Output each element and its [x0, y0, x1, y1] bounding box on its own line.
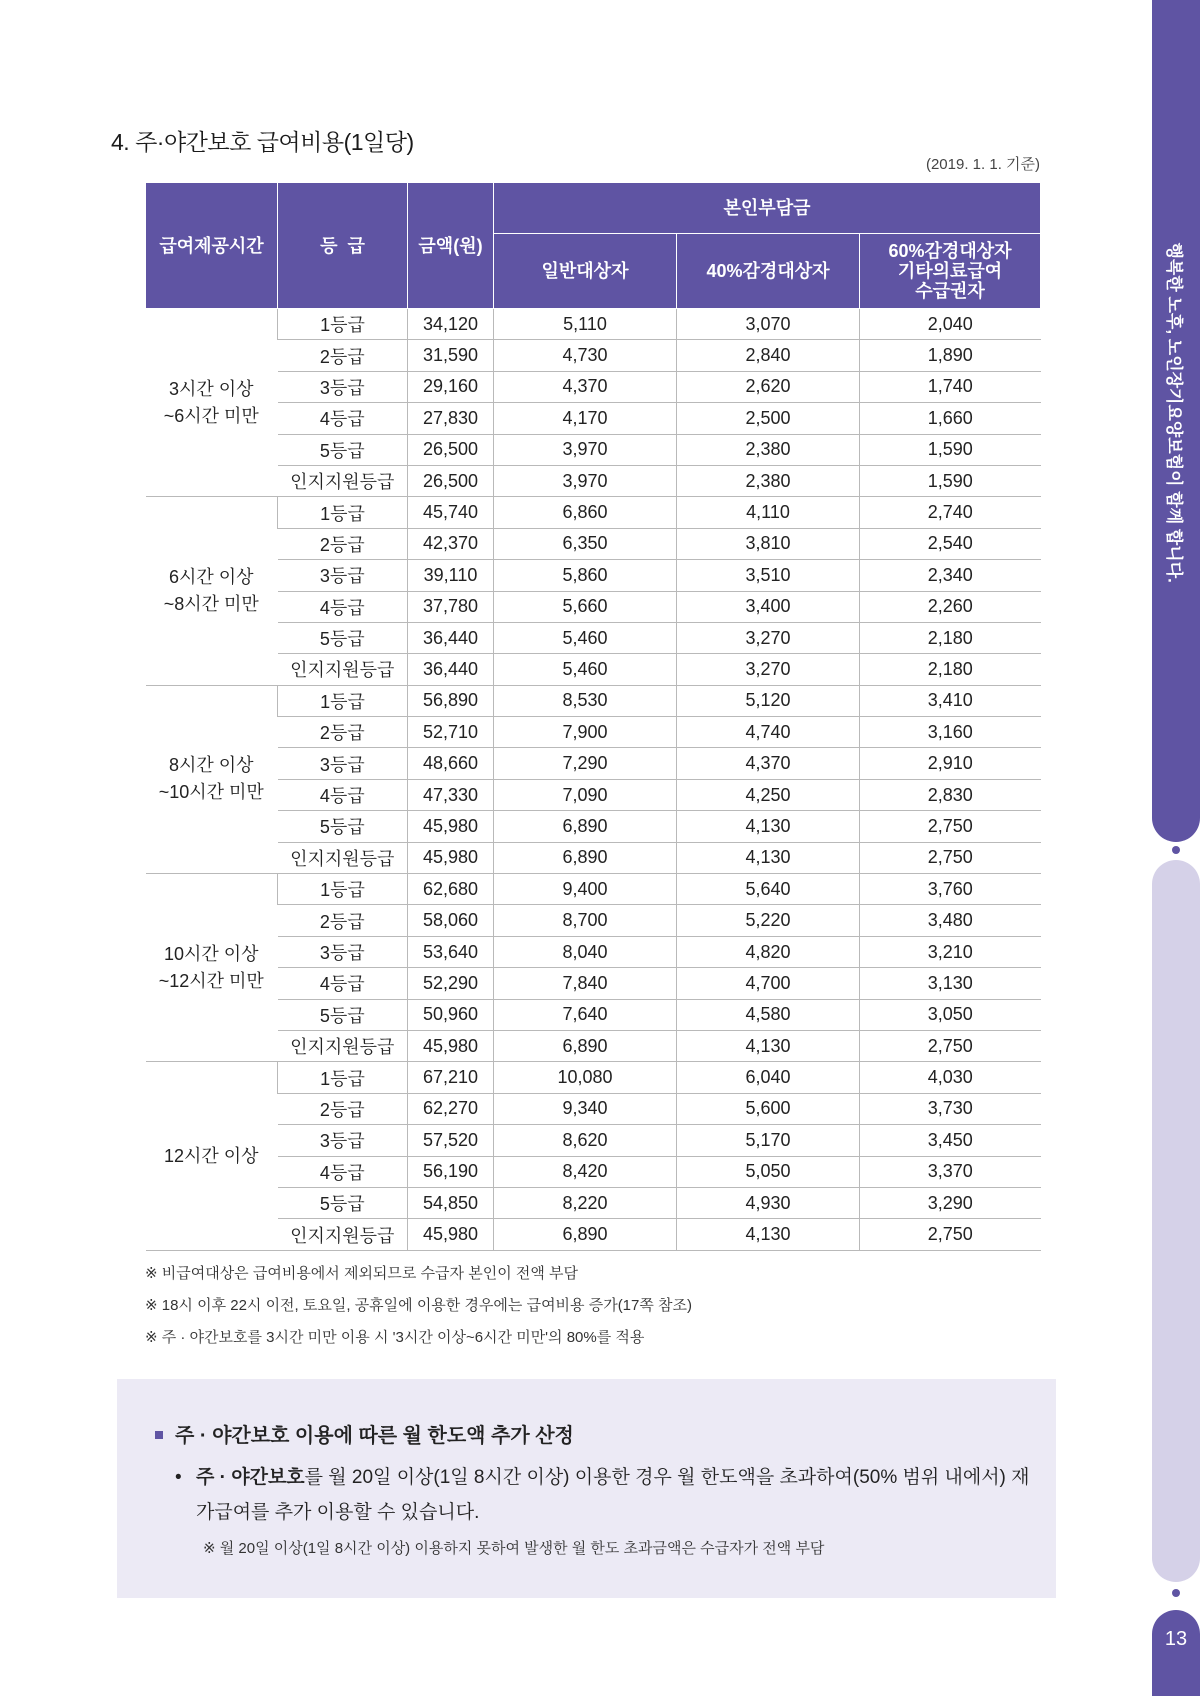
- reduced60-copay-cell: 3,160: [860, 717, 1041, 748]
- reduced40-copay-cell: 4,700: [677, 968, 860, 999]
- reduced40-copay-cell: 5,600: [677, 1093, 860, 1124]
- info-bullet-body: 를 월 20일 이상(1일 8시간 이상) 이용한 경우 월 한도액을 초과하여(50% 범위 내에서) 재가급여를 추가 이용할 수 있습니다.: [196, 1467, 1030, 1523]
- side-vertical-label: 행복한 노후, 노인장기요양보험이 함께 합니다.: [1164, 242, 1184, 583]
- amount-cell: 37,780: [408, 591, 494, 622]
- amount-cell: 48,660: [408, 748, 494, 779]
- reduced60-copay-cell: 2,740: [860, 497, 1041, 528]
- general-copay-cell: 9,400: [494, 874, 677, 905]
- table-row: [146, 968, 1041, 999]
- header-grade: 등 급: [278, 183, 408, 309]
- table-row: [146, 999, 1041, 1030]
- fee-table: [145, 182, 1041, 1251]
- reduced60-copay-cell: 3,290: [860, 1187, 1041, 1218]
- section-title: 4. 주·야간보호 급여비용(1일당): [111, 129, 414, 155]
- table-row: [146, 1156, 1041, 1187]
- fee-table-body: [146, 309, 1041, 1251]
- reduced60-copay-cell: 3,370: [860, 1156, 1041, 1187]
- reduced60-copay-cell: 2,180: [860, 654, 1041, 685]
- header-copay-group: 본인부담금: [494, 183, 1041, 234]
- reduced40-copay-cell: 5,170: [677, 1125, 860, 1156]
- general-copay-cell: 3,970: [494, 434, 677, 465]
- reduced40-copay-cell: 4,820: [677, 936, 860, 967]
- amount-cell: 39,110: [408, 560, 494, 591]
- reduced60-copay-cell: 1,590: [860, 465, 1041, 496]
- amount-cell: 45,980: [408, 1030, 494, 1061]
- header-amount: 금액(원): [408, 183, 494, 309]
- reduced40-copay-cell: 4,110: [677, 497, 860, 528]
- table-row: [146, 936, 1041, 967]
- general-copay-cell: 7,900: [494, 717, 677, 748]
- grade-cell: 인지지원등급: [278, 842, 408, 873]
- grade-cell: 2등급: [278, 905, 408, 936]
- general-copay-cell: 6,890: [494, 842, 677, 873]
- amount-cell: 57,520: [408, 1125, 494, 1156]
- reduced60-copay-cell: 3,730: [860, 1093, 1041, 1124]
- table-row: [146, 1187, 1041, 1218]
- general-copay-cell: 5,460: [494, 622, 677, 653]
- reduced60-copay-cell: 2,260: [860, 591, 1041, 622]
- reduced40-copay-cell: 3,270: [677, 654, 860, 685]
- grade-cell: 2등급: [278, 717, 408, 748]
- general-copay-cell: 8,700: [494, 905, 677, 936]
- grade-cell: 5등급: [278, 999, 408, 1030]
- grade-cell: 4등급: [278, 591, 408, 622]
- amount-cell: 36,440: [408, 654, 494, 685]
- general-copay-cell: 6,350: [494, 528, 677, 559]
- grade-cell: 1등급: [278, 497, 408, 528]
- amount-cell: 52,290: [408, 968, 494, 999]
- general-copay-cell: 5,460: [494, 654, 677, 685]
- grade-cell: 인지지원등급: [278, 1030, 408, 1061]
- amount-cell: 67,210: [408, 1062, 494, 1093]
- general-copay-cell: 10,080: [494, 1062, 677, 1093]
- header-time: 급여제공시간: [146, 183, 278, 309]
- amount-cell: 36,440: [408, 622, 494, 653]
- table-row: [146, 874, 1041, 905]
- amount-cell: 26,500: [408, 434, 494, 465]
- reduced40-copay-cell: 4,130: [677, 1030, 860, 1061]
- reduced40-copay-cell: 4,130: [677, 1219, 860, 1250]
- reduced60-copay-cell: 2,040: [860, 309, 1041, 340]
- amount-cell: 62,680: [408, 874, 494, 905]
- info-bullet-bold: 주 · 야간보호: [196, 1467, 305, 1488]
- table-row: [146, 1125, 1041, 1156]
- general-copay-cell: 4,730: [494, 340, 677, 371]
- amount-cell: 47,330: [408, 779, 494, 810]
- reduced60-copay-cell: 1,740: [860, 371, 1041, 402]
- page-tab: [1152, 1610, 1200, 1696]
- table-row: [146, 748, 1041, 779]
- amount-cell: 29,160: [408, 371, 494, 402]
- grade-cell: 3등급: [278, 936, 408, 967]
- table-row: [146, 560, 1041, 591]
- amount-cell: 26,500: [408, 465, 494, 496]
- info-title: [155, 1419, 574, 1448]
- bullet-dot-icon: •: [175, 1467, 182, 1488]
- reduced60-copay-cell: 3,760: [860, 874, 1041, 905]
- reduced60-copay-cell: 1,590: [860, 434, 1041, 465]
- amount-cell: 62,270: [408, 1093, 494, 1124]
- reduced60-copay-cell: 2,750: [860, 1219, 1041, 1250]
- note-1: ※ 비급여대상은 급여비용에서 제외되므로 수급자 본인이 전액 부담: [145, 1265, 578, 1282]
- reduced40-copay-cell: 4,740: [677, 717, 860, 748]
- general-copay-cell: 3,970: [494, 465, 677, 496]
- reduced40-copay-cell: 4,930: [677, 1187, 860, 1218]
- grade-cell: 3등급: [278, 371, 408, 402]
- reduced40-copay-cell: 5,220: [677, 905, 860, 936]
- grade-cell: 1등급: [278, 1062, 408, 1093]
- general-copay-cell: 8,530: [494, 685, 677, 716]
- table-row: [146, 1093, 1041, 1124]
- grade-cell: 3등급: [278, 560, 408, 591]
- table-row: [146, 654, 1041, 685]
- table-row: [146, 497, 1041, 528]
- grade-cell: 5등급: [278, 1187, 408, 1218]
- general-copay-cell: 6,890: [494, 1030, 677, 1061]
- time-range-cell: 6시간 이상 ~8시간 미만: [146, 497, 278, 685]
- reduced60-copay-cell: 2,750: [860, 842, 1041, 873]
- time-range-cell: 8시간 이상 ~10시간 미만: [146, 685, 278, 873]
- table-row: [146, 1030, 1041, 1061]
- reduced60-copay-cell: 3,450: [860, 1125, 1041, 1156]
- reduced60-copay-cell: 3,130: [860, 968, 1041, 999]
- note-3: ※ 주 · 야간보호를 3시간 미만 이용 시 '3시간 이상~6시간 미만'의 80%를 적용: [145, 1329, 645, 1346]
- table-row: [146, 717, 1041, 748]
- grade-cell: 3등급: [278, 748, 408, 779]
- header-reduced40: 40%감경대상자: [677, 234, 860, 309]
- table-row: [146, 371, 1041, 402]
- general-copay-cell: 5,660: [494, 591, 677, 622]
- info-bullet-text: [175, 1460, 1035, 1530]
- time-range-cell: 10시간 이상 ~12시간 미만: [146, 874, 278, 1062]
- grade-cell: 3등급: [278, 1125, 408, 1156]
- reduced60-copay-cell: 4,030: [860, 1062, 1041, 1093]
- general-copay-cell: 7,090: [494, 779, 677, 810]
- reduced40-copay-cell: 6,040: [677, 1062, 860, 1093]
- general-copay-cell: 5,860: [494, 560, 677, 591]
- reduced60-copay-cell: 3,210: [860, 936, 1041, 967]
- info-box: [117, 1379, 1056, 1598]
- general-copay-cell: 9,340: [494, 1093, 677, 1124]
- table-row: [146, 309, 1041, 340]
- reduced60-copay-cell: 2,540: [860, 528, 1041, 559]
- reduced60-copay-cell: 1,660: [860, 403, 1041, 434]
- amount-cell: 45,980: [408, 1219, 494, 1250]
- general-copay-cell: 7,290: [494, 748, 677, 779]
- grade-cell: 4등급: [278, 1156, 408, 1187]
- grade-cell: 2등급: [278, 1093, 408, 1124]
- reduced60-copay-cell: 2,830: [860, 779, 1041, 810]
- general-copay-cell: 7,640: [494, 999, 677, 1030]
- notes: [145, 1258, 692, 1354]
- reduced40-copay-cell: 2,380: [677, 465, 860, 496]
- basis-date: (2019. 1. 1. 기준): [925, 156, 1040, 173]
- side-light-tab: [1152, 860, 1200, 1582]
- reduced60-copay-cell: 3,050: [860, 999, 1041, 1030]
- reduced60-copay-cell: 1,890: [860, 340, 1041, 371]
- grade-cell: 4등급: [278, 779, 408, 810]
- reduced40-copay-cell: 3,270: [677, 622, 860, 653]
- amount-cell: 54,850: [408, 1187, 494, 1218]
- reduced40-copay-cell: 2,840: [677, 340, 860, 371]
- table-row: [146, 905, 1041, 936]
- grade-cell: 1등급: [278, 874, 408, 905]
- grade-cell: 2등급: [278, 528, 408, 559]
- amount-cell: 34,120: [408, 309, 494, 340]
- reduced60-copay-cell: 2,750: [860, 811, 1041, 842]
- amount-cell: 56,890: [408, 685, 494, 716]
- reduced40-copay-cell: 5,050: [677, 1156, 860, 1187]
- info-note: ※ 월 20일 이상(1일 8시간 이상) 이용하지 못하여 발생한 월 한도 초과금액은 수급자가 전액 부담: [203, 1540, 825, 1557]
- side-dot: [1172, 1589, 1180, 1597]
- reduced40-copay-cell: 4,130: [677, 811, 860, 842]
- reduced40-copay-cell: 4,580: [677, 999, 860, 1030]
- amount-cell: 42,370: [408, 528, 494, 559]
- grade-cell: 5등급: [278, 811, 408, 842]
- table-row: [146, 1062, 1041, 1093]
- reduced40-copay-cell: 4,370: [677, 748, 860, 779]
- general-copay-cell: 8,220: [494, 1187, 677, 1218]
- reduced40-copay-cell: 4,130: [677, 842, 860, 873]
- time-range-cell: 12시간 이상: [146, 1062, 278, 1250]
- grade-cell: 2등급: [278, 340, 408, 371]
- grade-cell: 5등급: [278, 434, 408, 465]
- table-row: [146, 685, 1041, 716]
- time-range-cell: 3시간 이상 ~6시간 미만: [146, 309, 278, 497]
- reduced40-copay-cell: 5,640: [677, 874, 860, 905]
- amount-cell: 45,980: [408, 811, 494, 842]
- table-row: [146, 1219, 1041, 1250]
- table-row: [146, 811, 1041, 842]
- amount-cell: 27,830: [408, 403, 494, 434]
- amount-cell: 56,190: [408, 1156, 494, 1187]
- grade-cell: 인지지원등급: [278, 465, 408, 496]
- grade-cell: 인지지원등급: [278, 654, 408, 685]
- side-dot: [1172, 846, 1180, 854]
- table-row: [146, 434, 1041, 465]
- amount-cell: 53,640: [408, 936, 494, 967]
- table-row: [146, 779, 1041, 810]
- reduced40-copay-cell: 3,810: [677, 528, 860, 559]
- square-bullet-icon: [155, 1431, 163, 1439]
- header-general: 일반대상자: [494, 234, 677, 309]
- header-reduced60: 60%감경대상자 기타의료급여 수급권자: [860, 234, 1041, 309]
- reduced40-copay-cell: 3,400: [677, 591, 860, 622]
- info-bullet: [175, 1460, 1035, 1530]
- reduced40-copay-cell: 2,620: [677, 371, 860, 402]
- amount-cell: 31,590: [408, 340, 494, 371]
- general-copay-cell: 6,890: [494, 811, 677, 842]
- grade-cell: 인지지원등급: [278, 1219, 408, 1250]
- reduced40-copay-cell: 5,120: [677, 685, 860, 716]
- general-copay-cell: 7,840: [494, 968, 677, 999]
- reduced40-copay-cell: 2,500: [677, 403, 860, 434]
- reduced40-copay-cell: 2,380: [677, 434, 860, 465]
- table-row: [146, 591, 1041, 622]
- reduced60-copay-cell: 2,750: [860, 1030, 1041, 1061]
- reduced60-copay-cell: 3,410: [860, 685, 1041, 716]
- table-row: [146, 842, 1041, 873]
- grade-cell: 4등급: [278, 968, 408, 999]
- page-number: 13: [1164, 1628, 1188, 1650]
- amount-cell: 58,060: [408, 905, 494, 936]
- reduced60-copay-cell: 2,340: [860, 560, 1041, 591]
- table-row: [146, 622, 1041, 653]
- amount-cell: 45,740: [408, 497, 494, 528]
- amount-cell: 45,980: [408, 842, 494, 873]
- amount-cell: 52,710: [408, 717, 494, 748]
- reduced40-copay-cell: 3,070: [677, 309, 860, 340]
- reduced60-copay-cell: 2,910: [860, 748, 1041, 779]
- general-copay-cell: 5,110: [494, 309, 677, 340]
- table-row: [146, 403, 1041, 434]
- general-copay-cell: 4,170: [494, 403, 677, 434]
- general-copay-cell: 6,890: [494, 1219, 677, 1250]
- grade-cell: 4등급: [278, 403, 408, 434]
- reduced40-copay-cell: 3,510: [677, 560, 860, 591]
- general-copay-cell: 4,370: [494, 371, 677, 402]
- note-2: ※ 18시 이후 22시 이전, 토요일, 공휴일에 이용한 경우에는 급여비용 증가(17쪽 참조): [145, 1297, 693, 1314]
- table-row: [146, 528, 1041, 559]
- reduced60-copay-cell: 2,180: [860, 622, 1041, 653]
- reduced60-copay-cell: 3,480: [860, 905, 1041, 936]
- grade-cell: 1등급: [278, 685, 408, 716]
- info-title-text: 주 · 야간보호 이용에 따른 월 한도액 추가 산정: [175, 1425, 574, 1447]
- general-copay-cell: 8,620: [494, 1125, 677, 1156]
- amount-cell: 50,960: [408, 999, 494, 1030]
- grade-cell: 1등급: [278, 309, 408, 340]
- general-copay-cell: 8,040: [494, 936, 677, 967]
- grade-cell: 5등급: [278, 622, 408, 653]
- table-row: [146, 465, 1041, 496]
- general-copay-cell: 6,860: [494, 497, 677, 528]
- general-copay-cell: 8,420: [494, 1156, 677, 1187]
- table-row: [146, 340, 1041, 371]
- reduced40-copay-cell: 4,250: [677, 779, 860, 810]
